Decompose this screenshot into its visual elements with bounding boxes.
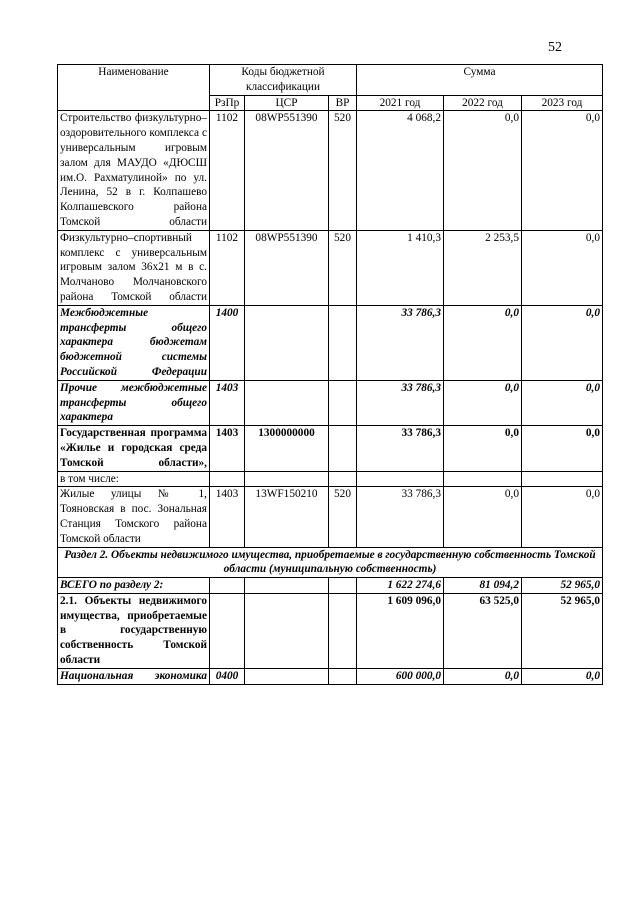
table-row — [58, 578, 603, 594]
row-2022: 0,0 — [444, 305, 522, 380]
row-2021: 4 068,2 — [357, 111, 444, 230]
row-2022: 0,0 — [444, 111, 522, 230]
table-row — [58, 380, 603, 425]
row-rzpr — [210, 578, 245, 594]
row-2021 — [357, 471, 444, 487]
row-vr — [329, 380, 357, 425]
row-name: Межбюджетные трансферты общего характера бюджетам бюджетной системы Российской Федерации — [58, 305, 210, 380]
row-csr — [245, 593, 329, 668]
row-2021: 33 786,3 — [357, 426, 444, 471]
row-2021: 1 410,3 — [357, 230, 444, 305]
header-vr: ВР — [329, 95, 357, 111]
row-rzpr: 1102 — [210, 111, 245, 230]
row-rzpr: 1403 — [210, 426, 245, 471]
row-2023: 52 965,0 — [522, 578, 603, 594]
row-2021: 33 786,3 — [357, 380, 444, 425]
row-rzpr: 1403 — [210, 487, 245, 547]
row-2022: 63 525,0 — [444, 593, 522, 668]
row-2021: 1 622 274,6 — [357, 578, 444, 594]
table-row — [58, 471, 603, 487]
row-csr — [245, 380, 329, 425]
header-2023: 2023 год — [522, 95, 603, 111]
row-rzpr: 1400 — [210, 305, 245, 380]
row-csr — [245, 471, 329, 487]
row-2023: 0,0 — [522, 380, 603, 425]
row-name: Государственная программа «Жилье и городская среда Томской области», — [58, 426, 210, 471]
row-2022: 0,0 — [444, 380, 522, 425]
row-rzpr: 0400 — [210, 668, 245, 684]
row-csr — [245, 305, 329, 380]
row-name: в том числе: — [58, 471, 210, 487]
row-2023: 0,0 — [522, 426, 603, 471]
table-row — [58, 111, 603, 230]
row-name: ВСЕГО по разделу 2: — [58, 578, 210, 594]
header-row-1 — [58, 65, 603, 96]
page-number: 52 — [548, 40, 562, 55]
row-vr — [329, 578, 357, 594]
row-2022: 2 253,5 — [444, 230, 522, 305]
row-2021: 600 000,0 — [357, 668, 444, 684]
row-vr — [329, 668, 357, 684]
row-csr — [245, 578, 329, 594]
row-rzpr: 1102 — [210, 230, 245, 305]
row-2021: 33 786,3 — [357, 487, 444, 547]
table-row — [58, 668, 603, 684]
row-name: Физкультурно–спортивный комплекс с универсальным игровым залом 36х21 м в с. Молчаново Молчановского района Томской области — [58, 230, 210, 305]
row-2021: 1 609 096,0 — [357, 593, 444, 668]
row-2021: 33 786,3 — [357, 305, 444, 380]
row-2022: 81 094,2 — [444, 578, 522, 594]
row-2022 — [444, 471, 522, 487]
row-csr: 13WF150210 — [245, 487, 329, 547]
row-rzpr — [210, 593, 245, 668]
table-row — [58, 426, 603, 471]
row-name: Строительство физкультурно–оздоровительного комплекса с универсальным игровым залом для МАУДО «ДЮСШ им.О. Рахматулиной» по ул. Ленина, 52 в г. Колпашево Колпашевского района Томской области — [58, 111, 210, 230]
row-rzpr — [210, 471, 245, 487]
header-2021: 2021 год — [357, 95, 444, 111]
row-csr — [245, 668, 329, 684]
row-csr: 08WP551390 — [245, 230, 329, 305]
row-2023: 0,0 — [522, 111, 603, 230]
row-2022: 0,0 — [444, 487, 522, 547]
row-2023: 0,0 — [522, 305, 603, 380]
row-csr: 08WP551390 — [245, 111, 329, 230]
row-name: Национальная экономика — [58, 668, 210, 684]
header-rzpr: РзПр — [210, 95, 245, 111]
budget-table — [57, 64, 603, 685]
row-name: Прочие межбюджетные трансферты общего характера — [58, 380, 210, 425]
section-title: Раздел 2. Объекты недвижимого имущества, приобретаемые в государственную собственность Томской области (муниципальную собственность) — [58, 547, 603, 578]
row-2023: 0,0 — [522, 487, 603, 547]
row-vr: 520 — [329, 230, 357, 305]
row-2023: 0,0 — [522, 668, 603, 684]
row-vr — [329, 426, 357, 471]
header-csr: ЦСР — [245, 95, 329, 111]
row-2023 — [522, 471, 603, 487]
row-vr: 520 — [329, 111, 357, 230]
table-row — [58, 593, 603, 668]
table-row — [58, 305, 603, 380]
table-row — [58, 487, 603, 547]
table-row — [58, 230, 603, 305]
row-rzpr: 1403 — [210, 380, 245, 425]
row-2022: 0,0 — [444, 668, 522, 684]
row-2023: 0,0 — [522, 230, 603, 305]
header-name: Наименование — [58, 65, 210, 111]
row-csr: 1300000000 — [245, 426, 329, 471]
row-vr — [329, 471, 357, 487]
header-sum-group: Сумма — [357, 65, 603, 96]
row-name: Жилые улицы № 1, Тояновская в пос. Зональная Станция Томского района Томской области — [58, 487, 210, 547]
section-row — [58, 547, 603, 578]
header-2022: 2022 год — [444, 95, 522, 111]
row-2023: 52 965,0 — [522, 593, 603, 668]
row-2022: 0,0 — [444, 426, 522, 471]
row-vr — [329, 593, 357, 668]
header-codes-group: Коды бюджетной классификации — [210, 65, 357, 96]
row-vr — [329, 305, 357, 380]
row-name: 2.1. Объекты недвижимого имущества, приобретаемые в государственную собственность Томской области — [58, 593, 210, 668]
row-vr: 520 — [329, 487, 357, 547]
